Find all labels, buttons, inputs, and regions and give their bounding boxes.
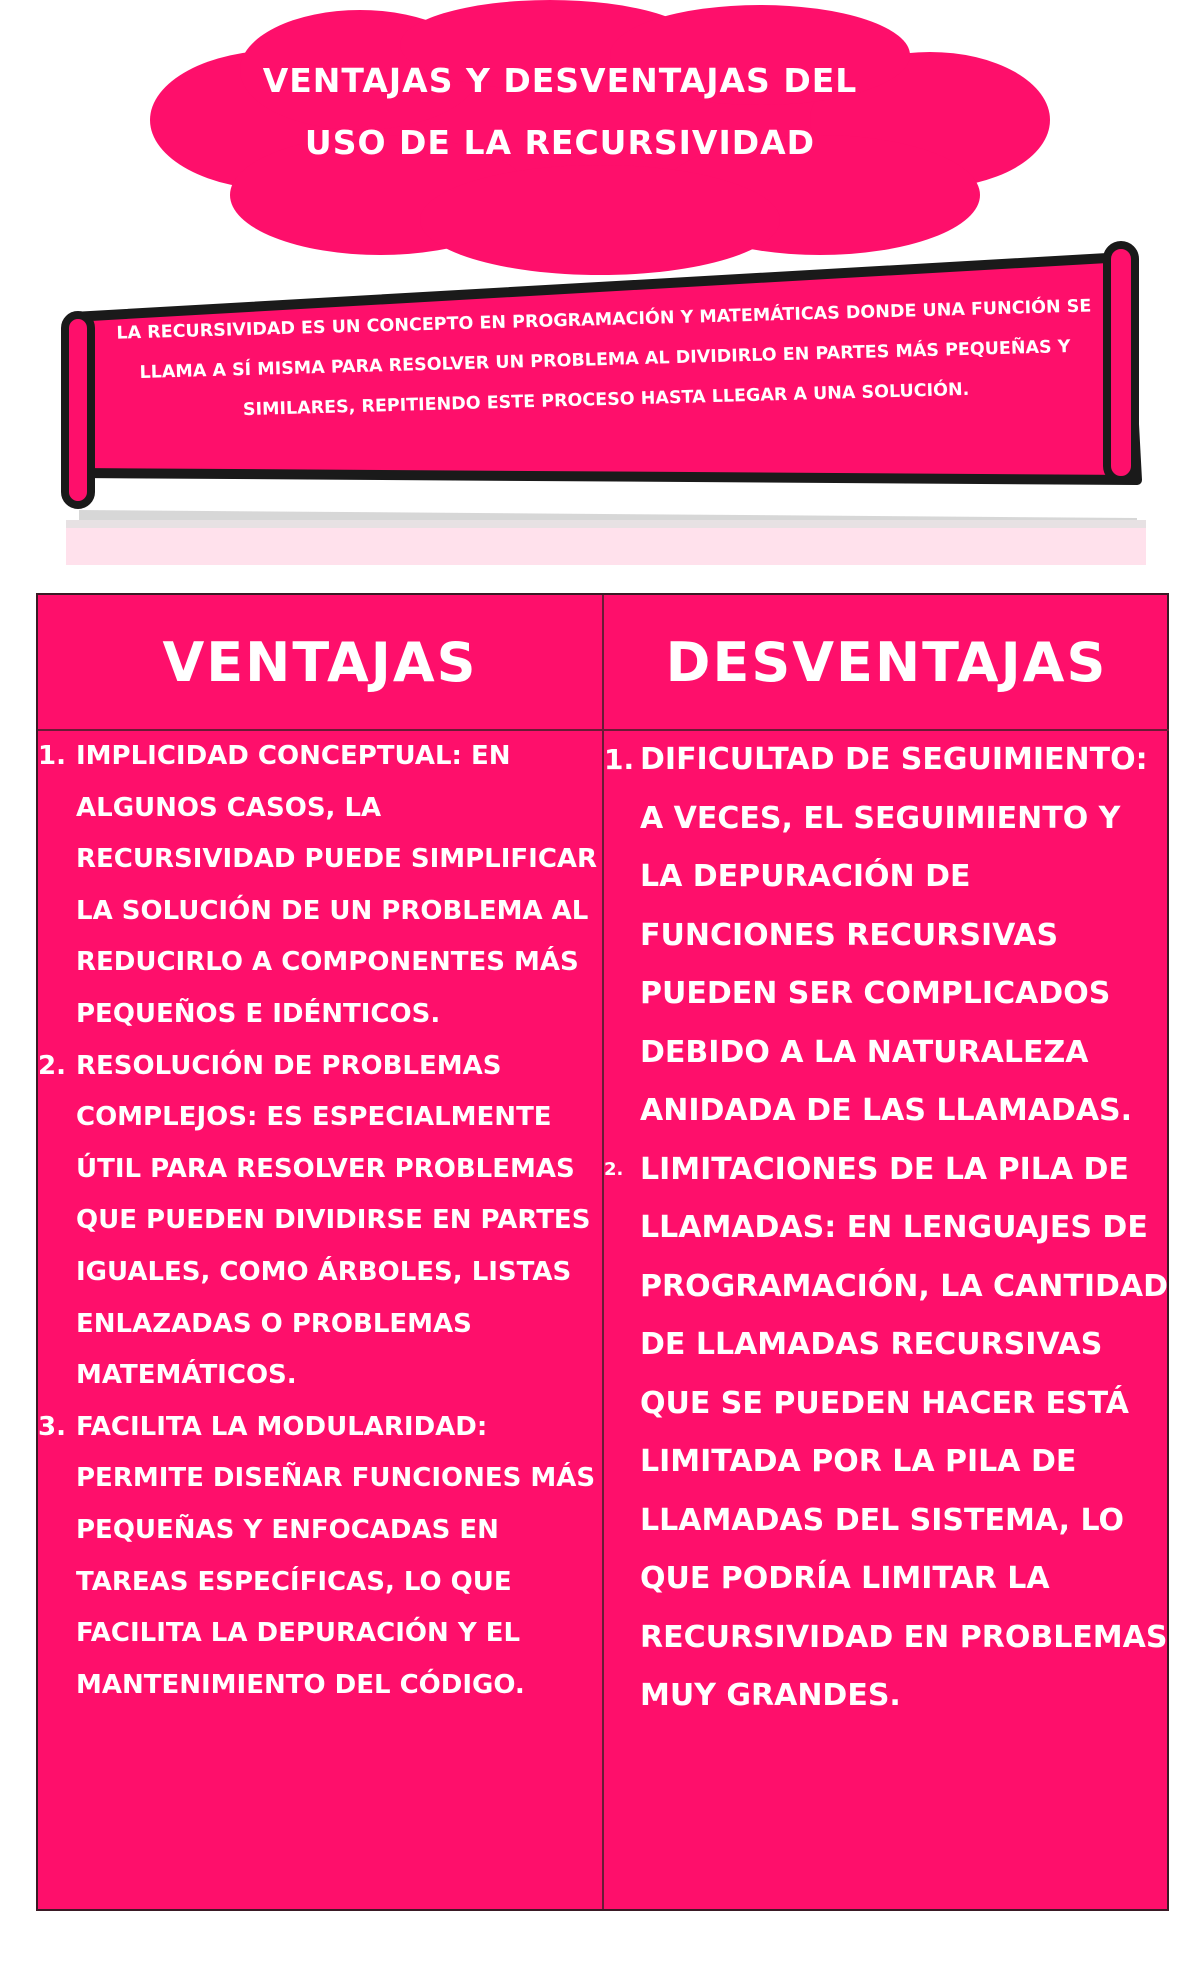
title-line-1: VENTAJAS Y DESVENTAJAS DEL <box>262 61 858 100</box>
item-text: LIMITACIONES DE LA PILA DE LLAMADAS: EN LENGUAJES DE PROGRAMACIÓN, LA CANTIDAD DE LLAMADAS RECURSIVAS QUE SE PUEDEN HACER ESTÁ LIMITADA POR LA PILA DE LLAMADAS DEL SISTEMA, LO QUE PODRÍA LIMITAR LA RECURSIVIDAD EN PROBLEMAS MUY GRANDES. <box>640 1151 1169 1713</box>
title-line-2: USO DE LA RECURSIVIDAD <box>304 123 816 162</box>
header-desventajas: DESVENTAJAS <box>604 595 1169 731</box>
list-item <box>38 731 602 1041</box>
header-ventajas: VENTAJAS <box>38 595 604 731</box>
list-item <box>38 1041 602 1402</box>
comparison-table <box>36 593 1169 1911</box>
item-text: RESOLUCIÓN DE PROBLEMAS COMPLEJOS: ES ESPECIALMENTE ÚTIL PARA RESOLVER PROBLEMAS QUE PUEDEN DIVIDIRSE EN PARTES IGUALES, COMO ÁRBOLES, LISTAS ENLAZADAS O PROBLEMAS MATEMÁTICOS. <box>76 1050 591 1391</box>
banner-reflection <box>36 520 1169 593</box>
desventajas-list <box>604 731 1169 1726</box>
item-number: 2. <box>604 1158 624 1180</box>
list-item <box>604 1141 1169 1726</box>
list-item <box>38 1402 602 1712</box>
page-title <box>250 50 870 174</box>
item-text: FACILITA LA MODULARIDAD: PERMITE DISEÑAR FUNCIONES MÁS PEQUEÑAS Y ENFOCADAS EN TAREAS ESPECÍFICAS, LO QUE FACILITA LA DEPURACIÓN Y EL MANTENIMIENTO DEL CÓDIGO. <box>76 1411 596 1700</box>
item-number: 1. <box>38 741 66 771</box>
item-text: DIFICULTAD DE SEGUIMIENTO: A VECES, EL SEGUIMIENTO Y LA DEPURACIÓN DE FUNCIONES RECURSIVAS PUEDEN SER COMPLICADOS DEBIDO A LA NATURALEZA ANIDADA DE LAS LLAMADAS. <box>640 742 1148 1128</box>
ventajas-column <box>38 731 604 1909</box>
list-item <box>604 731 1169 1141</box>
ventajas-list <box>38 731 602 1711</box>
item-number: 3. <box>38 1411 66 1442</box>
item-number: 1. <box>604 743 635 776</box>
item-number: 2. <box>38 1050 66 1081</box>
definition-text: LA RECURSIVIDAD ES UN CONCEPTO EN PROGRAMACIÓN Y MATEMÁTICAS DONDE UNA FUNCIÓN SE LLAMA A SÍ MISMA PARA RESOLVER UN PROBLEMA AL DIVIDIRLO EN PARTES MÁS PEQUEÑAS Y SIMILARES, REPITIENDO ESTE PROCESO HASTA LLEGAR A UNA SOLUCIÓN. <box>116 296 1092 421</box>
desventajas-column <box>604 731 1169 1909</box>
item-text: IMPLICIDAD CONCEPTUAL: EN ALGUNOS CASOS, LA RECURSIVIDAD PUEDE SIMPLIFICAR LA SOLUCIÓN DE UN PROBLEMA AL REDUCIRLO A COMPONENTES MÁS PEQUEÑOS E IDÉNTICOS. <box>76 741 598 1029</box>
